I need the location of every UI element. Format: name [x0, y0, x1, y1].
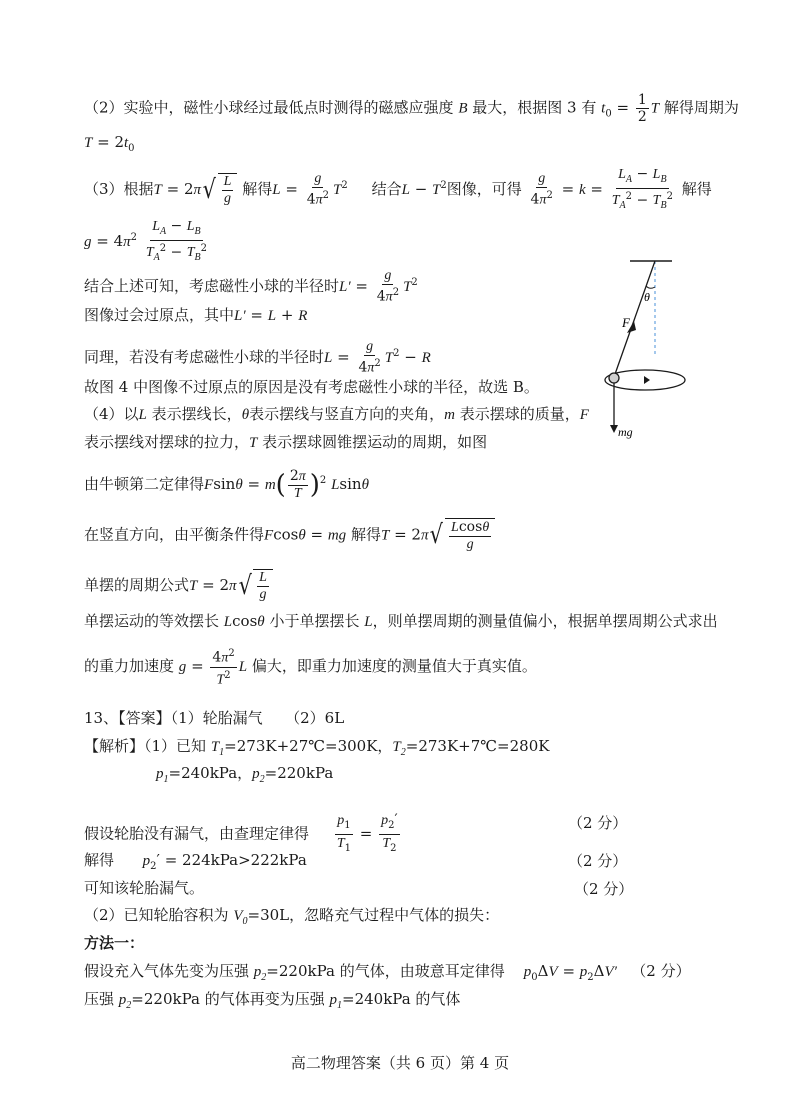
q13-header: 13、【答案】（1）轮胎漏气 （2）6L [84, 709, 345, 727]
line-vertical: 在竖直方向，由平衡条件得Fcosθ = mg 解得T = 2π √ $\frac{Lcos\theta}{g}$ [84, 518, 495, 553]
line-g-formula: $g = 4\pi^2$ $\frac{L_A - L_B}{T_A^2 - T_B^2}$ [84, 218, 208, 264]
q13-part2: （2）已知轮胎容积为 $V_0=30L$，忽略充气过程中气体的损失： [84, 906, 500, 927]
weight-label: mg [618, 425, 633, 439]
score-3: （2 分） [574, 880, 634, 898]
line-simple: 单摆的周期公式T = 2π √ $\frac{L}{g}$ [84, 569, 273, 603]
q13-assume: 假设轮胎没有漏气，由查理定律得 $\frac{p_1}{T_1}$ = $\frac{p_2'}{T_2}$ [84, 812, 398, 854]
line-part4: （4）以L 表示摆线长，θ表示摆线与竖直方向的夹角，m 表示摆球的质量，F [84, 405, 589, 423]
pendulum-bob [609, 373, 619, 383]
q13-solve: 解得 $p_2' = 224kPa>222kPa$ [84, 851, 307, 872]
force-label: F [622, 315, 630, 330]
q13-method-one: 方法一： [84, 934, 145, 952]
conical-pendulum-diagram [600, 255, 720, 445]
string-line [614, 261, 655, 377]
q13-boyle: 假设充入气体先变为压强 $p_2=220kPa$ 的气体，由玻意耳定律得 $p_0\Delta V = p_2\Delta V'$ （2 分） [84, 962, 691, 983]
line-part4b: 表示摆线对摆球的拉力，T 表示摆球圆锥摆运动的周期，如图 [84, 433, 488, 451]
line-origin: 图像过会过原点，其中L′ = L + R [84, 306, 308, 324]
line-gravity: 的重力加速度 g = $\frac{4\pi^2}{T^2}$ L 偏大，即重力加速度的测量值大于真实值。 [84, 648, 537, 688]
angle-arc [646, 286, 655, 288]
q13-leak: 可知该轮胎漏气。 [84, 879, 205, 897]
line-newton: 由牛顿第二定律得Fsinθ = m( $\frac{2\pi}{T}$ )$^2$ Lsinθ [84, 468, 369, 501]
line-period: $T = 2t_0$ [84, 133, 135, 154]
q13-last: 压强 $p_2=220kPa$ 的气体再变为压强 $p_1=240kPa$ 的气体 [84, 990, 461, 1011]
line-reason: 故图 4 中图像不过原点的原因是没有考虑磁性小球的半径，故选 B。 [84, 378, 539, 396]
line-equivalent: 单摆运动的等效摆长 Lcosθ 小于单摆摆长 L，则单摆周期的测量值偏小，根据单摆周期公式求出 [84, 612, 718, 630]
q13-given-pressure: $p_1=240kPa$，$p_2=220kPa$ [156, 764, 334, 785]
line-radius: 结合上述可知，考虑磁性小球的半径时L′ = $\frac{g}{4\pi^2}$ $T^2$ [84, 268, 418, 305]
rotation-arrowhead [644, 376, 650, 384]
line-part3: （3）根据T = 2π √ $\frac{L}{g}$ 解得L = $\frac{g}{4\pi^2}$ $T^2$ 结合$L - T^2$图像，可得 $\frac{g}{4\pi^2}$ = k = $\frac{L_A - L_B}{T_A^2 - T_B^2}$ 解得 [84, 166, 712, 212]
page-footer: 高二物理答案（共 6 页）第 4 页 [290, 1054, 510, 1072]
score-1: （2 分） [568, 814, 628, 832]
gravity-arrowhead [610, 425, 618, 433]
q13-given-temp: 【解析】（1）已知 $T_1=273K+27℃=300K$，$T_2=273K+7℃=280K$ [84, 737, 550, 758]
line-same: 同理，若没有考虑磁性小球的半径时L = $\frac{g}{4\pi^2}$ $T^2 - R$ [84, 339, 431, 376]
line-part2: （2）实验中，磁性小球经过最低点时测得的磁感应强度 B 最大，根据图 3 有 $t_0$ = $\frac{1}{2}$ T 解得周期为 [84, 92, 739, 125]
score-2: （2 分） [568, 852, 628, 870]
angle-label: θ [644, 290, 650, 304]
